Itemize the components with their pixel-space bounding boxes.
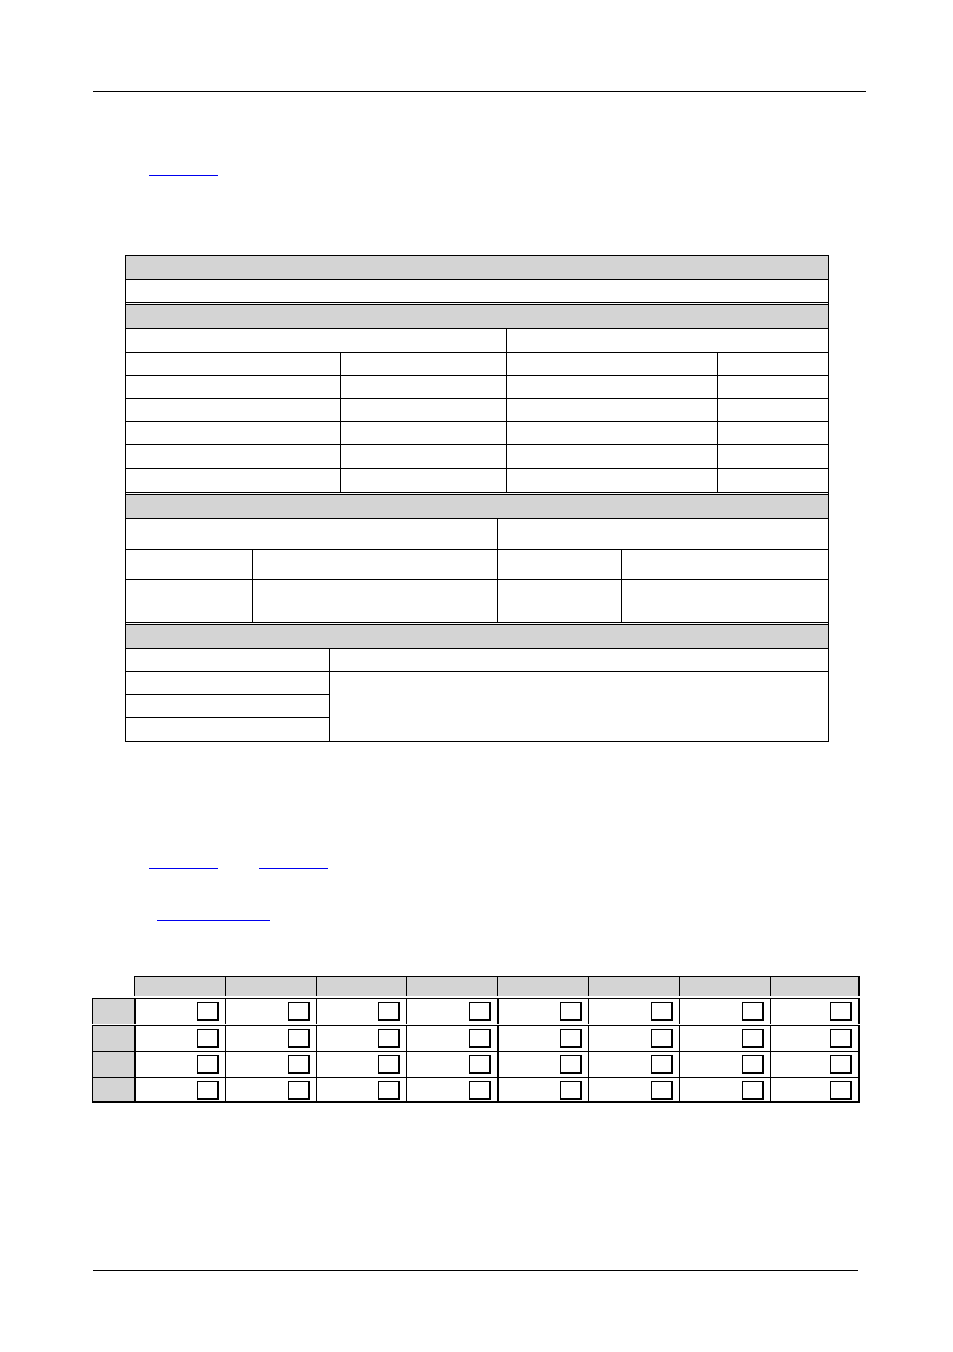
grid-cell-r4c1 — [134, 1077, 225, 1103]
section2-cell-r2c1 — [126, 376, 340, 398]
grid-cell-r4c2 — [225, 1077, 316, 1103]
section2-right-header — [507, 329, 828, 352]
grid-checkbox-r4c5[interactable] — [560, 1081, 582, 1100]
grid-checkbox-r2c2[interactable] — [288, 1029, 310, 1048]
grid-col-header-6 — [588, 976, 679, 996]
grid-row-header-3 — [92, 1051, 134, 1077]
grid-checkbox-r3c5[interactable] — [560, 1055, 582, 1074]
section4-label-2 — [126, 672, 329, 694]
section4-header — [126, 625, 828, 648]
section2-cell-r1c1 — [126, 353, 340, 375]
grid-checkbox-r3c3[interactable] — [378, 1055, 400, 1074]
grid-checkbox-r3c2[interactable] — [288, 1055, 310, 1074]
grid-checkbox-r2c4[interactable] — [469, 1029, 491, 1048]
grid-cell-r2c6 — [588, 1025, 679, 1051]
grid-checkbox-r1c6[interactable] — [651, 1002, 673, 1021]
grid-checkbox-r2c3[interactable] — [378, 1029, 400, 1048]
grid-cell-r4c3 — [316, 1077, 406, 1103]
grid-cell-r2c2 — [225, 1025, 316, 1051]
grid-checkbox-r1c8[interactable] — [830, 1002, 852, 1021]
section2-cell-r6c3 — [507, 469, 717, 491]
section2-cell-r3c1 — [126, 399, 340, 421]
grid-checkbox-r4c2[interactable] — [288, 1081, 310, 1100]
grid-checkbox-r1c1[interactable] — [197, 1002, 219, 1021]
grid-checkbox-r4c4[interactable] — [469, 1081, 491, 1100]
grid-cell-r3c8 — [770, 1051, 860, 1077]
grid-checkbox-r4c7[interactable] — [742, 1081, 764, 1100]
section2-left-header — [126, 329, 506, 352]
grid-checkbox-r1c2[interactable] — [288, 1002, 310, 1021]
grid-cell-r4c5 — [497, 1077, 588, 1103]
section1-header — [126, 256, 828, 279]
grid-cell-r4c8 — [770, 1077, 860, 1103]
link-middle-left[interactable] — [149, 868, 218, 869]
section3-r1c1 — [126, 550, 252, 579]
section3-r2c1 — [126, 580, 252, 622]
section2-cell-r1c4[interactable] — [718, 353, 828, 375]
grid-cell-r1c6 — [588, 998, 679, 1024]
section2-cell-r4c4[interactable] — [718, 422, 828, 444]
section3-left-header — [126, 519, 497, 549]
grid-checkbox-r3c4[interactable] — [469, 1055, 491, 1074]
grid-checkbox-r4c3[interactable] — [378, 1081, 400, 1100]
section1-row[interactable] — [126, 280, 828, 302]
grid-cell-r2c4 — [406, 1025, 497, 1051]
section2-cell-r6c4[interactable] — [718, 469, 828, 491]
grid-checkbox-r4c1[interactable] — [197, 1081, 219, 1100]
grid-cell-r3c5 — [497, 1051, 588, 1077]
grid-cell-r1c7 — [679, 998, 770, 1024]
grid-checkbox-r1c7[interactable] — [742, 1002, 764, 1021]
section4-merged-value[interactable] — [330, 672, 828, 741]
link-top[interactable] — [149, 175, 218, 176]
grid-cell-r2c1 — [134, 1025, 225, 1051]
section4-value-1[interactable] — [330, 649, 828, 671]
grid-cell-r4c6 — [588, 1077, 679, 1103]
section2-header — [126, 305, 828, 328]
section3-r1c2[interactable] — [253, 550, 497, 579]
grid-checkbox-r3c7[interactable] — [742, 1055, 764, 1074]
grid-checkbox-r2c1[interactable] — [197, 1029, 219, 1048]
grid-cell-r3c7 — [679, 1051, 770, 1077]
grid-cell-r3c1 — [134, 1051, 225, 1077]
grid-col-header-5 — [497, 976, 588, 996]
section2-cell-r4c3 — [507, 422, 717, 444]
grid-cell-r4c7 — [679, 1077, 770, 1103]
grid-cell-r3c3 — [316, 1051, 406, 1077]
section2-cell-r5c1 — [126, 446, 340, 468]
footer-rule — [93, 1270, 858, 1271]
grid-cell-r2c7 — [679, 1025, 770, 1051]
grid-col-header-3 — [316, 976, 406, 996]
grid-cell-r1c1 — [134, 998, 225, 1024]
grid-cell-r1c5 — [497, 998, 588, 1024]
header-rule — [93, 91, 866, 92]
section2-cell-r5c4[interactable] — [718, 446, 828, 468]
section2-row-divider — [126, 444, 828, 445]
grid-cell-r1c8 — [770, 998, 860, 1024]
grid-row-header-4 — [92, 1077, 134, 1103]
section2-cell-r2c2[interactable] — [341, 376, 506, 398]
section2-cell-r2c3 — [507, 376, 717, 398]
grid-checkbox-r1c4[interactable] — [469, 1002, 491, 1021]
grid-checkbox-r1c3[interactable] — [378, 1002, 400, 1021]
grid-checkbox-r2c6[interactable] — [651, 1029, 673, 1048]
section2-cell-r3c3 — [507, 399, 717, 421]
section3-right-header — [498, 519, 828, 549]
section3-r2c2[interactable] — [253, 580, 497, 622]
section2-cell-r5c2[interactable] — [341, 446, 506, 468]
section2-cell-r4c2[interactable] — [341, 422, 506, 444]
grid-cell-r3c2 — [225, 1051, 316, 1077]
checkbox-grid — [92, 976, 862, 1104]
grid-cell-r2c8 — [770, 1025, 860, 1051]
section3-header — [126, 495, 828, 518]
section2-cell-r1c3 — [507, 353, 717, 375]
section3-r1c4[interactable] — [622, 550, 828, 579]
grid-checkbox-r3c6[interactable] — [651, 1055, 673, 1074]
grid-checkbox-r2c7[interactable] — [742, 1029, 764, 1048]
grid-checkbox-r4c8[interactable] — [830, 1081, 852, 1100]
section2-cell-r3c2[interactable] — [341, 399, 506, 421]
link-lower[interactable] — [157, 920, 270, 921]
grid-checkbox-r1c5[interactable] — [560, 1002, 582, 1021]
link-middle-right[interactable] — [259, 868, 328, 869]
section2-cell-r6c1 — [126, 469, 340, 491]
form-table — [125, 255, 829, 742]
grid-cell-r2c3 — [316, 1025, 406, 1051]
section4-label-4 — [126, 718, 329, 741]
grid-row-header-1 — [92, 998, 134, 1024]
section2-cell-r2c4[interactable] — [718, 376, 828, 398]
grid-row-header-2 — [92, 1025, 134, 1051]
grid-checkbox-r2c8[interactable] — [830, 1029, 852, 1048]
section2-cell-r1c2[interactable] — [341, 353, 506, 375]
section3-r1c3 — [498, 550, 621, 579]
section4-label-3 — [126, 695, 329, 717]
grid-cell-r2c5 — [497, 1025, 588, 1051]
grid-col-header-4 — [406, 976, 497, 996]
section2-cell-r3c4[interactable] — [718, 399, 828, 421]
section2-cell-r6c2[interactable] — [341, 469, 506, 491]
grid-cell-r3c6 — [588, 1051, 679, 1077]
grid-checkbox-r2c5[interactable] — [560, 1029, 582, 1048]
grid-cell-r1c3 — [316, 998, 406, 1024]
grid-col-header-8 — [770, 976, 860, 996]
grid-cell-r3c4 — [406, 1051, 497, 1077]
grid-col-header-7 — [679, 976, 770, 996]
grid-cell-r1c2 — [225, 998, 316, 1024]
section3-r2c4[interactable] — [622, 580, 828, 622]
grid-checkbox-r3c8[interactable] — [830, 1055, 852, 1074]
grid-cell-r4c4 — [406, 1077, 497, 1103]
grid-checkbox-r4c6[interactable] — [651, 1081, 673, 1100]
section4-label-1 — [126, 649, 329, 671]
grid-col-header-1 — [134, 976, 225, 996]
grid-cell-r1c4 — [406, 998, 497, 1024]
grid-checkbox-r3c1[interactable] — [197, 1055, 219, 1074]
section3-r2c3 — [498, 580, 621, 622]
section2-cell-r5c3 — [507, 446, 717, 468]
section2-cell-r4c1 — [126, 422, 340, 444]
grid-col-header-2 — [225, 976, 316, 996]
